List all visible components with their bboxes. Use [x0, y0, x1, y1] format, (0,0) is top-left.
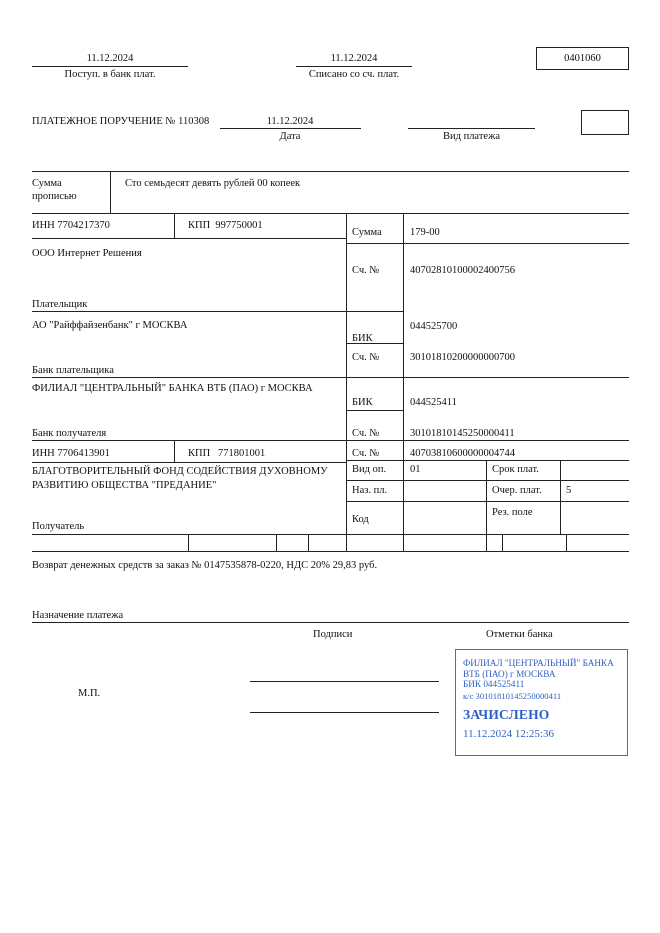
payer-inn-label: ИНН	[32, 220, 55, 231]
stamp-line-4: к/с 30101810145250000411	[463, 690, 562, 701]
payee-bank-account-label: Сч. №	[352, 428, 380, 439]
op-rez-label: Рез. поле	[492, 507, 533, 518]
payee-inn-label: ИНН	[32, 448, 55, 459]
grid-line-op-2	[346, 501, 629, 502]
sum-value: 179-00	[410, 227, 440, 238]
payee-bank-account: 30101810145250000411	[410, 428, 515, 439]
debited-date-line	[296, 66, 412, 67]
op-srok-label: Срок плат.	[492, 464, 539, 475]
grid-line-payee-inn-bottom	[32, 462, 346, 463]
form-code-value: 0401060	[564, 53, 601, 64]
payer-bank-account: 30101810200000000700	[410, 352, 515, 363]
op-vid-label: Вид оп.	[352, 464, 387, 475]
amount-words-top-line	[32, 171, 629, 172]
stamp-line-1: ФИЛИАЛ "ЦЕНТРАЛЬНЫЙ" БАНКА	[463, 658, 614, 668]
payer-account-label: Сч. №	[352, 265, 380, 276]
received-date: 11.12.2024	[86, 53, 134, 64]
grid-line-payer-bottom	[32, 311, 403, 312]
order-title-text: ПЛАТЕЖНОЕ ПОРУЧЕНИЕ №	[32, 116, 176, 127]
amount-words-label-1: Сумма	[32, 178, 62, 189]
grid-line-bik-2	[346, 410, 403, 411]
op-vid: 01	[410, 464, 421, 475]
payee-name-1: БЛАГОТВОРИТЕЛЬНЫЙ ФОНД СОДЕЙСТВИЯ ДУХОВНОМУ	[32, 466, 328, 477]
grid-line-sum-bottom	[346, 243, 629, 244]
tax-cell-divider-5	[566, 534, 567, 551]
purpose-label: Назначение платежа	[32, 610, 124, 621]
amount-words-value: Сто семьдесят девять рублей 00 копеек	[125, 178, 301, 189]
payee-bank-bik: 044525411	[410, 397, 457, 408]
payer-inn	[32, 220, 110, 231]
op-ocher: 5	[566, 485, 572, 496]
form-code	[536, 47, 629, 70]
signature-line-2	[250, 712, 439, 713]
grid-vline-values	[403, 213, 404, 551]
payee-inn	[32, 448, 110, 459]
payer-kpp-value: 997750001	[215, 220, 263, 231]
payer-bank-bik: 044525700	[410, 321, 458, 332]
grid-line-inn-bottom	[32, 238, 346, 239]
stamp-status: ЗАЧИСЛЕНО	[463, 707, 550, 722]
tax-cell-divider-4	[502, 534, 503, 551]
payee-inn-value: 7706413901	[57, 448, 110, 459]
grid-line-payee-bottom	[32, 534, 629, 535]
grid-line-inn-top	[32, 213, 629, 214]
order-date-line	[220, 128, 361, 129]
payer-account: 40702810100002400756	[410, 265, 515, 276]
payee-bank-bik-label: БИК	[352, 397, 373, 408]
stamp-line-2: ВТБ (ПАО) г МОСКВА	[463, 668, 556, 679]
grid-line-payee-bank-bottom	[32, 440, 629, 441]
payment-type-box	[581, 110, 629, 135]
payee-label: Получатель	[32, 521, 85, 532]
tax-cell-divider-3	[308, 534, 309, 551]
payer-name: ООО Интернет Решения	[32, 248, 142, 259]
payer-kpp-label: КПП	[188, 220, 211, 231]
tax-cell-divider-2	[276, 534, 277, 551]
sum-label: Сумма	[352, 227, 382, 238]
grid-vline-kpp-1	[174, 213, 175, 238]
op-ocher-label: Очер. плат.	[492, 485, 542, 496]
bank-stamp	[455, 649, 628, 756]
payee-kpp-label: КПП	[188, 448, 211, 459]
stamp-datetime: 11.12.2024 12:25:36	[463, 728, 554, 740]
payee-kpp	[188, 448, 265, 459]
payer-bank-label: Банк плательщика	[32, 365, 114, 376]
op-kod-label: Код	[352, 514, 369, 525]
debited-label: Списано со сч. плат.	[308, 69, 400, 80]
amount-words-label-2: прописью	[32, 191, 77, 202]
order-title	[32, 116, 209, 127]
grid-vline-kpp-2	[174, 440, 175, 462]
payer-kpp	[188, 220, 263, 231]
payee-name-2: РАЗВИТИЮ ОБЩЕСТВА "ПРЕДАНИЕ"	[32, 480, 217, 491]
grid-vline-op-mid	[486, 460, 487, 551]
payer-inn-value: 7704217370	[57, 220, 110, 231]
payee-account: 40703810600000004744	[410, 448, 515, 459]
purpose-line	[32, 622, 629, 623]
purpose-text: Возврат денежных средств за заказ № 0147535878-0220, НДС 20% 29,83 руб.	[32, 560, 378, 571]
grid-line-op-1	[346, 480, 629, 481]
mp-label: М.П.	[78, 688, 101, 699]
order-date-label: Дата	[279, 131, 301, 142]
signature-line-1	[250, 681, 439, 682]
grid-vline-main	[346, 213, 347, 551]
payer-bank-bik-label: БИК	[352, 333, 373, 344]
payee-bank-label: Банк получателя	[32, 428, 107, 439]
debited-date: 11.12.2024	[330, 53, 378, 64]
bank-marks-label: Отметки банка	[486, 629, 553, 640]
payee-account-label: Сч. №	[352, 448, 380, 459]
payment-type-line	[408, 128, 535, 129]
order-number: 110308	[178, 116, 210, 127]
amount-words-divider	[110, 171, 111, 213]
tax-cell-divider-1	[188, 534, 189, 551]
order-date: 11.12.2024	[266, 116, 314, 127]
received-date-line	[32, 66, 188, 67]
grid-line-account-bottom	[346, 460, 629, 461]
signatures-label: Подписи	[313, 629, 353, 640]
grid-line-payer-bank-bottom	[32, 377, 629, 378]
payer-bank-name: АО "Райффайзенбанк" г МОСКВА	[32, 320, 188, 331]
grid-vline-op-right	[560, 460, 561, 534]
op-naz-label: Наз. пл.	[352, 485, 388, 496]
payment-type-label: Вид платежа	[442, 131, 500, 142]
stamp-line-3: БИК 044525411	[463, 679, 525, 689]
received-label: Поступ. в банк плат.	[64, 69, 156, 80]
payer-label: Плательщик	[32, 299, 88, 310]
grid-line-tax-bottom	[32, 551, 629, 552]
payee-kpp-value: 771801001	[218, 448, 266, 459]
payer-bank-account-label: Сч. №	[352, 352, 380, 363]
payee-bank-name: ФИЛИАЛ "ЦЕНТРАЛЬНЫЙ" БАНКА ВТБ (ПАО) г МОСКВА	[32, 383, 313, 394]
